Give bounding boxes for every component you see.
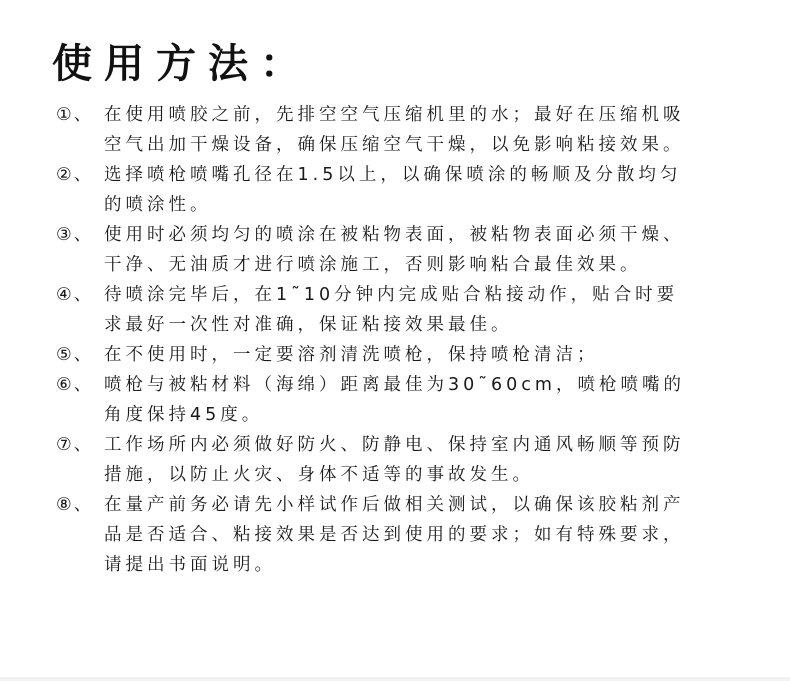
item-text: 请提出书面说明。 (104, 555, 276, 575)
item-text: 待喷涂完毕后，在1˜10分钟内完成贴合粘接动作，贴合时要 (104, 285, 679, 305)
item-text: 工作场所内必须做好防火、防静电、保持室内通风畅顺等预防 (104, 435, 685, 455)
bottom-divider (0, 677, 790, 681)
item-text: 使用时必须均匀的喷涂在被粘物表面，被粘物表面必须干燥、 (104, 225, 685, 245)
item-text: 角度保持45度。 (104, 405, 264, 425)
list-item (56, 160, 756, 220)
item-number: ⑤、 (56, 345, 94, 365)
list-item (56, 490, 756, 580)
list-item (56, 430, 756, 490)
item-number: ①、 (56, 105, 94, 125)
list-item (56, 370, 756, 430)
item-number: ④、 (56, 285, 94, 305)
list-item (56, 280, 756, 340)
item-number: ②、 (56, 165, 94, 185)
item-text: 干净、无油质才进行喷涂施工，否则影响粘合最佳效果。 (104, 255, 642, 275)
item-number: ⑧、 (56, 495, 94, 515)
page-title: 使用方法： (52, 41, 312, 87)
item-number: ⑥、 (56, 375, 94, 395)
item-number: ⑦、 (56, 435, 94, 455)
item-text: 在不使用时，一定要溶剂清洗喷枪，保持喷枪清洁； (104, 345, 599, 365)
item-text: 喷枪与被粘材料（海绵）距离最佳为30˜60cm，喷枪喷嘴的 (104, 375, 685, 395)
item-text: 选择喷枪喷嘴孔径在1.5以上，以确保喷涂的畅顺及分散均匀 (104, 165, 682, 185)
list-item (56, 100, 756, 160)
list-item (56, 220, 756, 280)
item-text: 措施，以防止火灾、身体不适等的事故发生。 (104, 465, 534, 485)
item-text: 的喷涂性。 (104, 195, 212, 215)
item-text: 求最好一次性对准确，保证粘接效果最佳。 (104, 315, 513, 335)
item-text: 在使用喷胶之前，先排空空气压缩机里的水；最好在压缩机吸 (104, 105, 685, 125)
list-item (56, 340, 756, 370)
item-text: 品是否适合、粘接效果是否达到使用的要求；如有特殊要求， (104, 525, 685, 545)
item-text: 在量产前务必请先小样试作后做相关测试，以确保该胶粘剂产 (104, 495, 685, 515)
instruction-list (56, 100, 756, 580)
item-text: 空气出加干燥设备，确保压缩空气干燥，以免影响粘接效果。 (104, 135, 685, 155)
item-number: ③、 (56, 225, 94, 245)
